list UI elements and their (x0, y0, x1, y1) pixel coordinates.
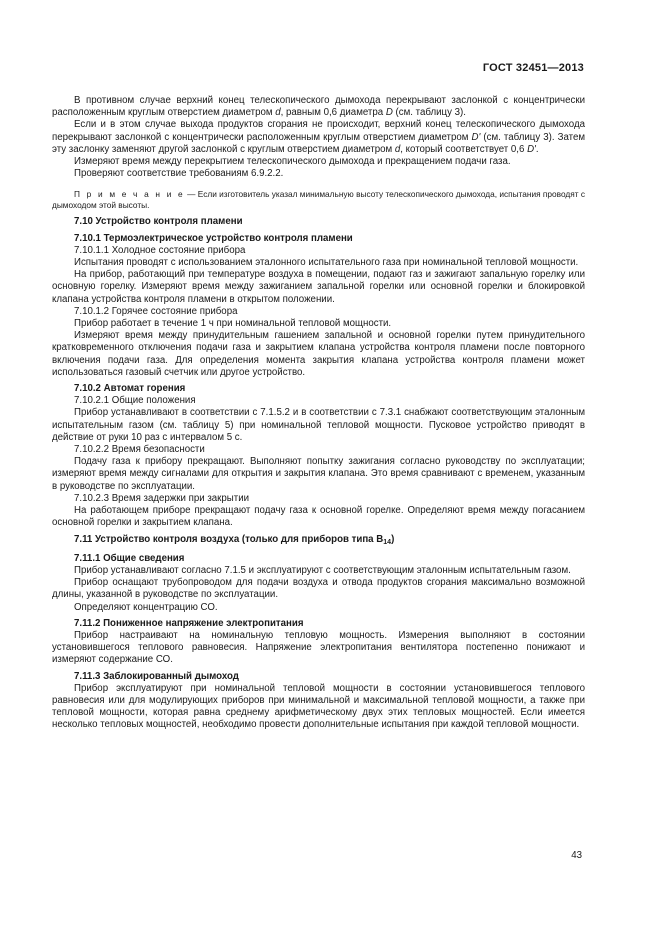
note: П р и м е ч а н и е — Если изготовитель указал минимальную высоту телескопического дымохода, испытания проводят с дымоходом этой высоты. (52, 189, 585, 211)
paragraph: Прибор настраивают на номинальную тепловую мощность. Измерения выполняют в состоянии установившегося теплового равновесия. Напряжение электропитания вентилятора постепенно понижают и измеряют содержание СО. (52, 629, 585, 666)
section-heading-7-11-2: 7.11.2 Пониженное напряжение электропитания (74, 617, 304, 629)
section-heading-7-10-1: 7.10.1 Термоэлектрическое устройство контроля пламени (74, 232, 353, 244)
paragraph: Измеряют время между принудительным гашением запальной и основной горелки путем принудительного кратковременного отключения подачи газа и закрытием клапана устройства контроля пламени после повторного включения подачи газа. Для определения момента закрытия клапана устройства контроля пламени может использоваться газовый счетчик или другое устройство. (52, 330, 585, 378)
paragraph: На работающем приборе прекращают подачу газа к основной горелке. Определяют время между погасанием основной горелки и закрытием клапана. (52, 505, 585, 529)
subsection-heading: 7.10.1.2 Горячее состояние прибора (74, 305, 238, 317)
paragraph: Прибор оснащают трубопроводом для подачи воздуха и отвода продуктов сгорания максимально возможной длины, указанной в руководстве по эксплуатации. (52, 577, 585, 601)
paragraph: Определяют концентрацию СО. (74, 601, 218, 613)
section-heading-7-10-2: 7.10.2 Автомат горения (74, 383, 186, 395)
paragraph: На прибор, работающий при температуре воздуха в помещении, подают газ и зажигают запальную горелку или основную горелку. Измеряют время между зажиганием запальной горелки или основной горелки и блокировкой клапана устройства контроля пламени в открытом положении. (52, 269, 585, 305)
page-body (52, 95, 585, 732)
paragraph: Прибор эксплуатируют при номинальной тепловой мощности в состоянии установившегося теплового равновесия или для модулирующих приборов при минимальной и максимальной тепловой мощности, а также при тепловой мощности, которая равна среднему арифметическому двух этих тепловых мощностей. Если имеется несколько тепловых мощностей, необходимо провести дополнительные испытания при каждой тепловой мощности. (52, 682, 585, 731)
page-number: 43 (571, 850, 582, 861)
subsection-heading: 7.10.2.3 Время задержки при закрытии (74, 492, 250, 504)
paragraph: Испытания проводят с использованием эталонного испытательного газа при номинальной тепловой мощности. (74, 257, 579, 269)
paragraph: Проверяют соответствие требованиям 6.9.2.2. (74, 168, 284, 180)
subsection-heading: 7.10.2.2 Время безопасности (74, 444, 205, 456)
section-heading-7-10: 7.10 Устройство контроля пламени (74, 216, 243, 228)
paragraph: Прибор устанавливают в соответствии с 7.1.5.2 и в соответствии с 7.3.1 снабжают соответствующим эталонным испытательным газом (см. таблицу 5) при номинальной тепловой мощности. Пусковое устройство приводят в действие от руки 10 раз с интервалом 5 с. (52, 407, 585, 443)
paragraph: Прибор устанавливают согласно 7.1.5 и эксплуатируют с соответствующим эталонным испытательным газом. (74, 564, 571, 576)
paragraph: Если и в этом случае выхода продуктов сгорания не происходит, верхний конец телескопического дымохода перекрывают заслонкой с концентрически расположенным круглым отверстием диаметром D' (см. таблицу 3). Затем эту заслонку заменяют другой заслонкой с круглым отверстием диаметром d, который соответствует 0,6 D'. (52, 119, 585, 155)
section-heading-7-11: 7.11 Устройство контроля воздуха (только для приборов типа $B_{14}$) (74, 533, 395, 546)
paragraph: В противном случае верхний конец телескопического дымохода перекрывают заслонкой с концентрически расположенным круглым отверстием диаметром d, равным 0,6 диаметра D (см. таблицу 3). (52, 95, 585, 119)
subsection-heading: 7.10.2.1 Общие положения (74, 395, 196, 407)
paragraph: Измеряют время между перекрытием телескопического дымохода и прекращением подачи газа. (74, 156, 511, 168)
paragraph: Подачу газа к прибору прекращают. Выполняют попытку зажигания согласно руководству по эксплуатации; измеряют время между сигналами для открытия и закрытия клапана. Это время сравнивают с временем, указанным в руководстве по эксплуатации. (52, 456, 585, 492)
subsection-heading: 7.10.1.1 Холодное состояние прибора (74, 244, 246, 256)
section-heading-7-11-3: 7.11.3 Заблокированный дымоход (74, 670, 239, 682)
paragraph: Прибор работает в течение 1 ч при номинальной тепловой мощности. (74, 318, 392, 330)
section-heading-7-11-1: 7.11.1 Общие сведения (74, 552, 185, 564)
document-header: ГОСТ 32451—2013 (482, 62, 584, 74)
